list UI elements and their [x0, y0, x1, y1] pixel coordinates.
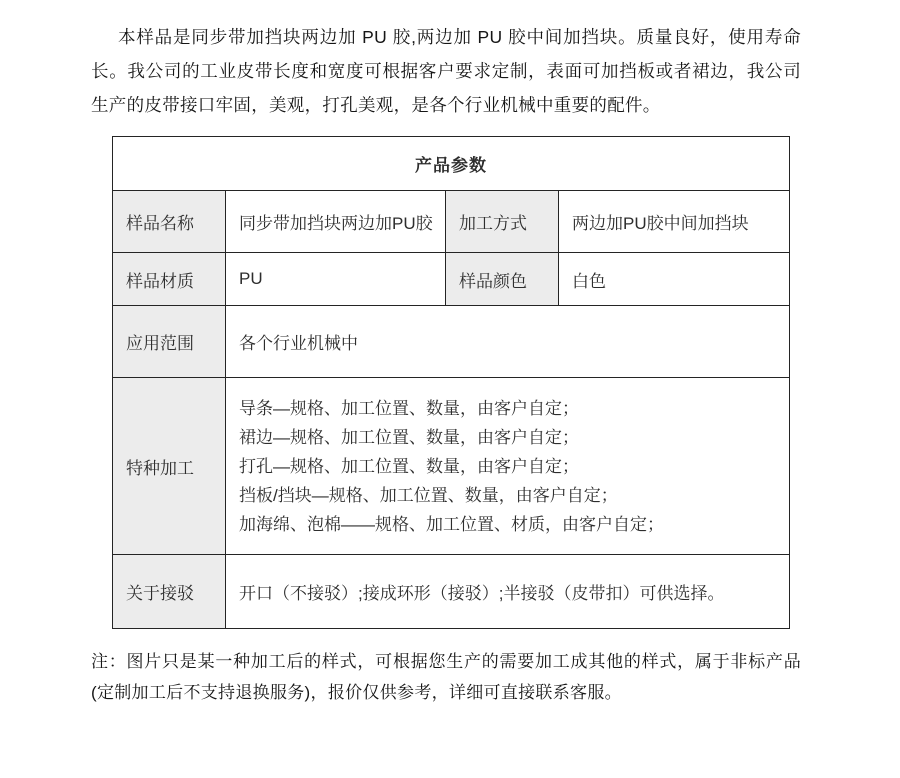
param-value-sample-name: 同步带加挡块两边加PU胶: [226, 191, 446, 253]
param-label-sample-name: 样品名称: [113, 191, 226, 253]
special-processing-line: 导条—规格、加工位置、数量，由客户自定；: [239, 398, 579, 418]
param-value-material: PU: [226, 253, 446, 306]
param-row-special-processing: [113, 378, 790, 555]
param-label-joint: 关于接驳: [113, 555, 226, 629]
special-processing-line: 打孔—规格、加工位置、数量，由客户自定；: [239, 456, 579, 476]
param-label-color: 样品颜色: [446, 253, 559, 306]
param-label-processing-method: 加工方式: [446, 191, 559, 253]
product-params-table: [112, 136, 790, 629]
special-processing-line: 裙边—规格、加工位置、数量，由客户自定；: [239, 427, 579, 447]
table-title-row: [113, 137, 790, 191]
special-processing-line: 加海绵、泡棉——规格、加工位置、材质，由客户自定；: [239, 514, 664, 534]
param-row-material-color: [113, 253, 790, 306]
param-label-material: 样品材质: [113, 253, 226, 306]
param-value-processing-method: 两边加PU胶中间加挡块: [559, 191, 790, 253]
intro-paragraph: 本样品是同步带加挡块两边加 PU 胶,两边加 PU 胶中间加挡块。质量良好，使用寿命长。我公司的工业皮带长度和宽度可根据客户要求定制，表面可加挡板或者裙边，我公司生产的皮带接口牢固，美观，打孔美观，是各个行业机械中重要的配件。: [91, 27, 801, 115]
param-label-special-processing: 特种加工: [113, 378, 226, 555]
param-value-special-processing: [226, 378, 790, 555]
special-processing-lines: [239, 392, 788, 541]
param-row-name-method: [113, 191, 790, 253]
note-text: 注：图片只是某一种加工后的样式，可根据您生产的需要加工成其他的样式，属于非标产品(定制加工后不支持退换服务)，报价仅供参考，详细可直接联系客服。: [91, 652, 801, 702]
param-value-color: 白色: [559, 253, 790, 306]
param-value-joint: 开口（不接驳）;接成环形（接驳）;半接驳（皮带扣）可供选择。: [226, 555, 790, 629]
param-value-application: 各个行业机械中: [226, 306, 790, 378]
table-title: 产品参数: [113, 137, 790, 191]
param-row-joint: [113, 555, 790, 629]
param-row-application: [113, 306, 790, 378]
param-label-application: 应用范围: [113, 306, 226, 378]
special-processing-line: 挡板/挡块—规格、加工位置、数量，由客户自定；: [239, 485, 618, 505]
